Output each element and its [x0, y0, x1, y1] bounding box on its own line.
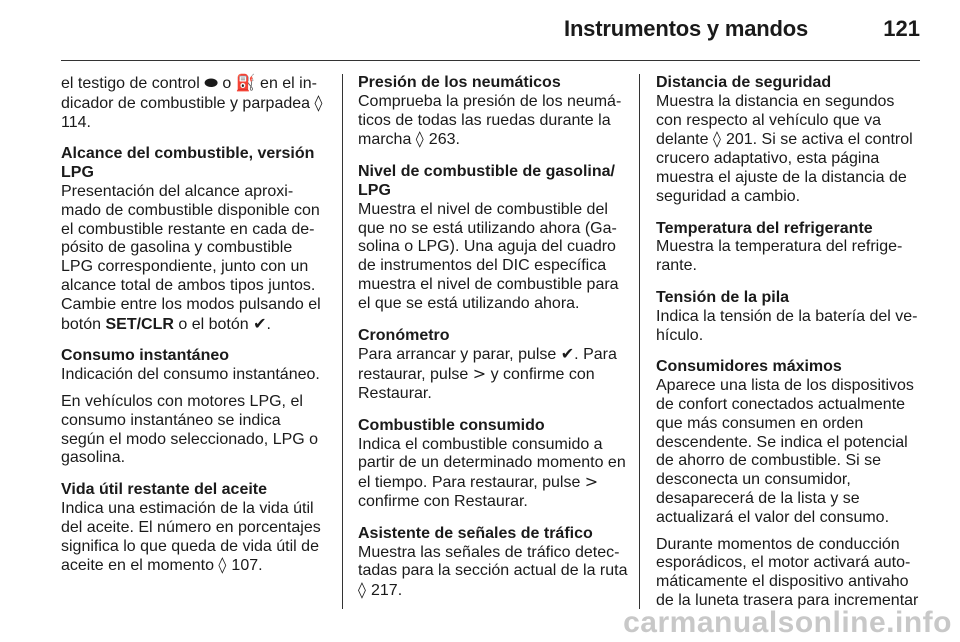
section-heading: Alcance del combustible, versión LPG	[61, 145, 315, 182]
page-header	[0, 0, 960, 62]
page-ref-arrow-icon: ◊	[358, 580, 371, 600]
section-heading: Cronómetro	[358, 326, 450, 344]
column-3	[656, 74, 924, 624]
section-heading: Combustible consumido	[358, 416, 545, 434]
page-number: 121	[883, 16, 920, 41]
section-heading: Tensión de la pila	[656, 288, 790, 306]
header-rule	[61, 60, 920, 61]
section-battery-voltage: Tensión de la pila Indica la tensión de la batería del vehículo.	[656, 289, 924, 345]
section-top-consumers: Consumidores máximos Aparece una lista de los dispositivos de confort conectados actualmente que más consumen en orden descendente. Se indica el potencial de ahorro de combustible. Si se desconecta un consumidor, desaparecerá de la lista y se actualizará el valor del consumo. Durante momentos de conducción esporádicos, el motor activará automáticamente el dispositivo antivaho de la luneta trasera para incrementar	[656, 358, 924, 610]
section-heading: Asistente de señales de tráfico	[358, 524, 593, 542]
section-tire-pressure: Presión de los neumáticos Comprueba la presión de los neumáticos de todas las ruedas durante la marcha ◊ 263.	[358, 74, 628, 150]
section-oil-life: Vida útil restante del aceite Indica una estimación de la vida útil del aceite. El número en porcentajes significa lo que queda de vida útil de aceite en el momento ◊ 107.	[61, 481, 327, 576]
column-divider-2	[639, 74, 640, 609]
section-heading: Temperatura del refrigerante	[656, 219, 873, 237]
column-1	[61, 74, 327, 589]
section-fuel-level: Nivel de combustible de gasolina/ LPG Muestra el nivel de combustible del que no se está utilizando ahora (Gasolina o LPG). Una aguja del cuadro de instrumentos del DIC específica muestra el nivel de combustible para el que se está utilizando ahora.	[358, 163, 628, 313]
section-heading: Consumo instantáneo	[61, 347, 230, 365]
page-ref-arrow-icon: ◊	[218, 555, 232, 575]
section-stopwatch: Cronómetro Para arrancar y parar, pulse ✔. Para restaurar, pulse > y confirme con Restaurar.	[358, 327, 628, 404]
filled-dot-icon: ⬬	[204, 73, 218, 92]
chevron-right-icon: >	[584, 472, 599, 492]
checkmark-icon: ✔	[253, 313, 267, 333]
section-coolant-temperature: Temperatura del refrigerante Muestra la temperatura del refrigerante.	[656, 220, 924, 276]
section-fuel-used: Combustible consumido Indica el combustible consumido a partir de un determinado momento en el tiempo. Para restaurar, pulse > confirme con Restaurar.	[358, 417, 628, 512]
intro-paragraph: el testigo de control ⬬ o ⛽ en el indicador de combustible y parpadea ◊ 114.	[61, 73, 323, 131]
section-traffic-sign-assistant: Asistente de señales de tráfico Muestra las señales de tráfico detectadas para la sección actual de la ruta ◊ 217.	[358, 524, 628, 600]
checkmark-icon: ✔	[560, 344, 575, 364]
chevron-right-icon: >	[472, 364, 487, 384]
page-title: Instrumentos y mandos	[564, 16, 808, 41]
column-2	[358, 74, 628, 614]
section-instant-consumption: Consumo instantáneo Indicación del consumo instantáneo. En vehículos con motores LPG, el consumo instantáneo se indica según el modo seleccionado, LPG o gasolina.	[61, 347, 327, 468]
set-clr-button-label: SET/CLR	[105, 315, 174, 333]
column-divider-1	[342, 74, 343, 609]
page-ref-arrow-icon: ◊	[314, 92, 323, 112]
fuel-pump-icon: ⛽	[235, 73, 256, 92]
watermark: carmanualsonline.info	[623, 606, 952, 639]
section-heading: Distancia de seguridad	[656, 74, 832, 91]
section-following-distance: Distancia de seguridad Muestra la distancia en segundos con respecto al vehículo que va delante ◊ 201. Si se activa el control crucero adaptativo, esta página muestra el ajuste de la distancia de seguridad a cambio.	[656, 74, 924, 207]
section-heading: Nivel de combustible de gasolina/ LPG	[358, 163, 615, 199]
section-heading: Presión de los neumáticos	[358, 74, 561, 91]
section-fuel-range-lpg: Alcance del combustible, versión LPG Presentación del alcance aproximado de combustible disponible con el combustible restante en cada depósito de gasolina y combustible LPG correspondiente, junto con un alcance total de ambos tipos juntos. Cambie entre los modos pulsando el botón SET/CLR o el botón ✔.	[61, 145, 327, 334]
page-ref-arrow-icon: ◊	[415, 129, 429, 149]
section-heading: Vida útil restante del aceite	[61, 481, 268, 499]
page-ref-arrow-icon: ◊	[712, 129, 726, 149]
section-heading: Consumidores máximos	[656, 358, 842, 376]
